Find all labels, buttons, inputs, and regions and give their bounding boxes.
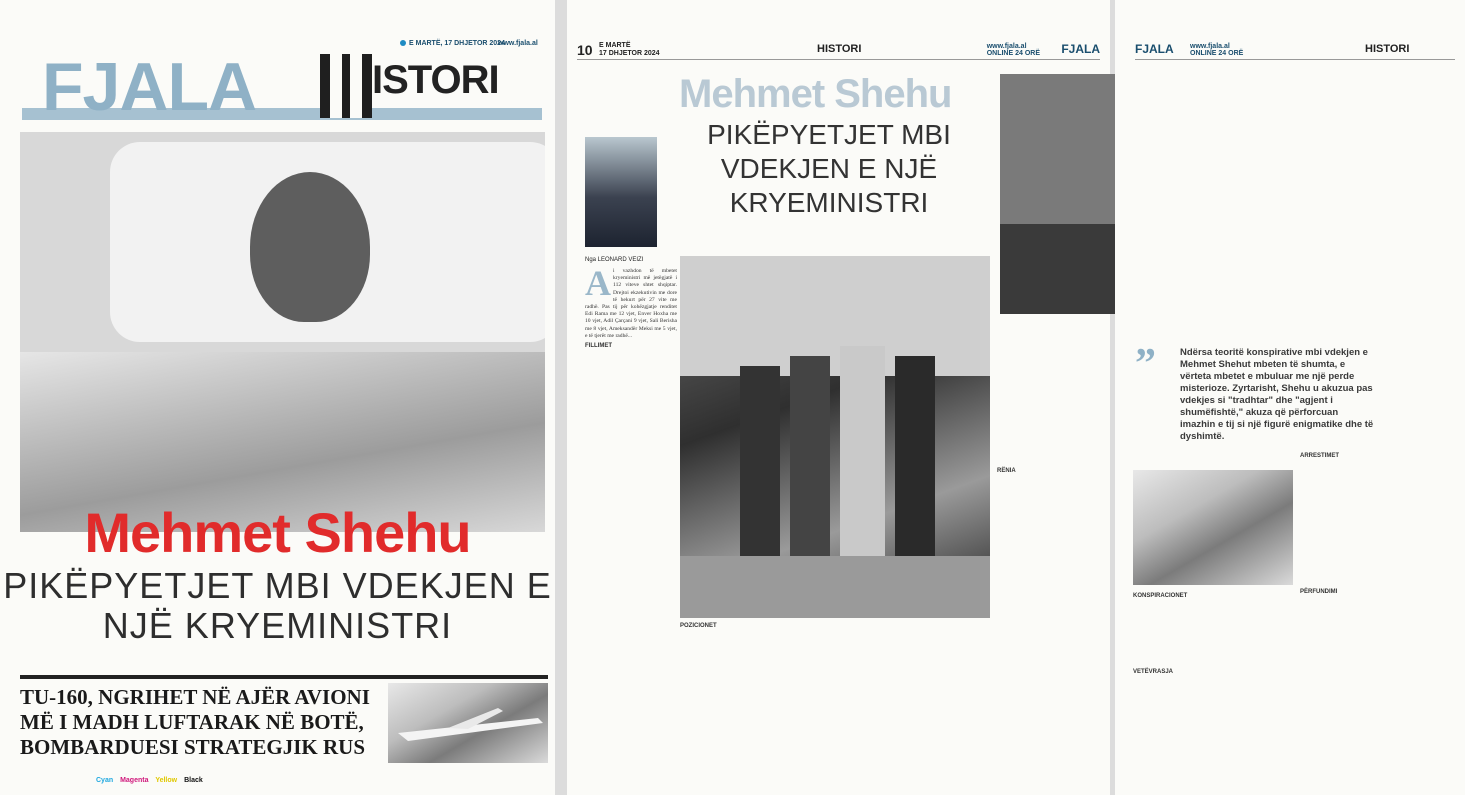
- author-photo: [585, 137, 657, 247]
- article-title-name: Mehmet Shehu: [679, 72, 952, 116]
- cover-url[interactable]: www.fjala.al: [498, 40, 538, 47]
- dot-icon: [400, 40, 406, 46]
- portrait-head: [250, 172, 370, 322]
- subhead-arrestimet: ARRESTIMET: [1300, 453, 1339, 459]
- subhead-konspiracionet: KONSPIRACIONET: [1133, 593, 1188, 599]
- article-intro: i vazhdon të mbetet kryeministri më jetëgjatë i 112 viteve shtet shqiptar. Drejtoi ekzekutivin me dore të hekurt për 27 vite me radhë. Pas tij për kohëzgjatje renditet Edi Rama me 12 vjet, Enver Hoxha me 10 vjet, Adil Çarçani 9 vjet, Sali Berisha me 8 vjet, Ameksandër Meksi me 5 vjet, e të tjerët me radhë...: [585, 268, 677, 339]
- byline: Nga LEONARD VEIZI: [585, 257, 644, 263]
- subhead-fillimet: FILLIMET: [585, 343, 612, 350]
- masthead-logo: FJALA: [42, 49, 257, 125]
- section-label-right: HISTORI: [1365, 43, 1410, 55]
- page-number: 10: [577, 42, 593, 58]
- page-header-right: [1135, 42, 1455, 60]
- article-column-2: [680, 620, 780, 790]
- parade-photo: [680, 256, 990, 618]
- site-url-right[interactable]: www.fjala.al ONLINE 24 ORË: [1190, 43, 1244, 57]
- logo: FJALA: [1061, 42, 1100, 56]
- hospital-photo: [1133, 470, 1293, 585]
- cover-date: E MARTË, 17 DHJETOR 2024: [400, 40, 505, 47]
- page-header: [577, 42, 1100, 60]
- cover-bottom-story[interactable]: [20, 675, 548, 770]
- dropcap: A: [585, 268, 611, 303]
- divider: [20, 675, 548, 679]
- bottom-story-headline: TU-160, NGRIHET NË AJËR AVIONI MË I MADH LUFTARAK NË BOTË, BOMBARDUESI STRATEGJIK RUS: [20, 685, 370, 759]
- plane-icon: [388, 683, 548, 763]
- subhead-perfundimi: PËRFUNDIMI: [1300, 589, 1338, 595]
- logo-right: FJALA: [1135, 42, 1174, 56]
- subhead-renia: RËNIA: [997, 468, 1016, 474]
- site-url[interactable]: www.fjala.al ONLINE 24 ORË: [986, 43, 1040, 57]
- masthead-section: ISTORI: [372, 58, 499, 102]
- cover-headline-sub: PIKËPYETJET MBI VDEKJEN E NJË KRYEMINISTRI: [3, 565, 552, 646]
- right-column-1: [1133, 590, 1237, 790]
- subhead-vetevrasja: VETËVRASJA: [1133, 669, 1174, 675]
- parade-figures: [680, 256, 990, 618]
- cover-headline-name: Mehmet Shehu: [84, 501, 471, 564]
- masthead: [22, 49, 547, 125]
- cover-page: [0, 0, 555, 795]
- article-column-3: [997, 465, 1102, 790]
- bomber-photo: [388, 683, 548, 763]
- article-column-1: [585, 268, 677, 788]
- subhead-pozicionet: POZICIONET: [680, 623, 717, 629]
- cover-photo: [20, 132, 545, 532]
- section-label: HISTORI: [817, 43, 862, 55]
- color-registration: Cyan Magenta Yellow Black: [96, 777, 203, 784]
- right-column-3: [1300, 450, 1358, 790]
- article-title-sub: PIKËPYETJET MBI VDEKJEN E NJË KRYEMINISTRI: [707, 119, 951, 218]
- masthead-h-letter: [320, 54, 372, 118]
- quote-icon: ”: [1135, 341, 1156, 387]
- pull-quote: Ndërsa teoritë konspirative mbi vdekjen e Mehmet Shehut mbeten të shumta, e vërteta mbetet e mbuluar me një perde misterioze. Zyrtarisht, Shehu u akuzua pas vdekjes si "tradhtar" dhe "agjent i shumëfishtë," akuza që përforcuan imazhin e tij si një figurë enigmatike dhe të dyshimtë.: [1180, 347, 1374, 442]
- page-date: E MARTË 17 DHJETOR 2024: [599, 42, 660, 57]
